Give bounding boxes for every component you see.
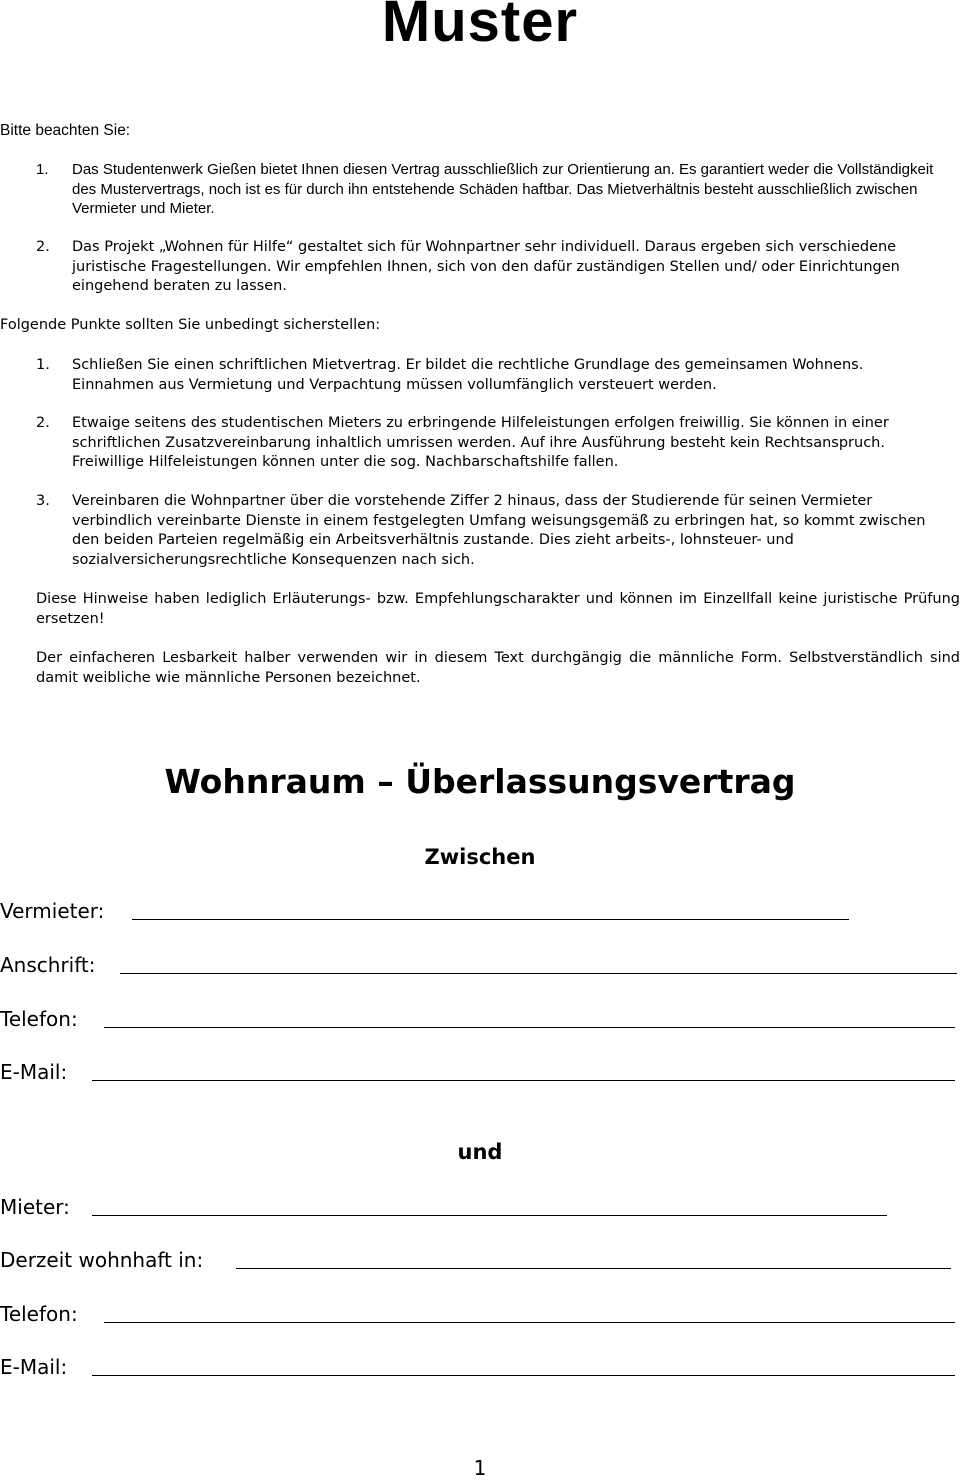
tenant-residence-line[interactable] <box>236 1268 951 1269</box>
between-label: Zwischen <box>424 845 536 869</box>
point-number: 3. <box>36 493 50 509</box>
landlord-email-label: E-Mail: <box>0 1060 68 1084</box>
tenant-email-label: E-Mail: <box>0 1355 68 1379</box>
point-text: Schließen Sie einen schriftlichen Mietvertrag. Er bildet die rechtliche Grundlage des gemeinsamen Wohnens. Einnahmen aus Vermietung und Verpachtung müssen vollumfänglich versteuert werden. <box>72 357 864 393</box>
landlord-address-line[interactable] <box>120 973 957 974</box>
tenant-phone-label: Telefon: <box>0 1302 78 1326</box>
landlord-address-label: Anschrift: <box>0 953 96 977</box>
point-item-2 <box>36 414 936 473</box>
points-heading: Folgende Punkte sollten Sie unbedingt sicherstellen: <box>0 317 381 333</box>
tenant-label: Mieter: <box>0 1195 70 1219</box>
landlord-line[interactable] <box>132 919 849 920</box>
tenant-line[interactable] <box>92 1215 887 1216</box>
watermark-text: Muster <box>381 0 579 54</box>
and-label: und <box>457 1140 503 1164</box>
point-number: 1. <box>36 357 50 373</box>
point-item-3 <box>36 492 936 570</box>
note-text: Das Studentenwerk Gießen bietet Ihnen diesen Vertrag ausschließlich zur Orientierung an. Es garantiert weder die Vollständigkeit des Mustervertrags, noch ist es für durch ihn entstehende Schäden haftbar. Das Mietverhältnis besteht ausschließlich zwischen Vermieter und Mieter. <box>72 161 934 217</box>
point-text: Etwaige seitens des studentischen Mieters zu erbringende Hilfeleistungen erfolgen freiwillig. Sie können in einer schriftlichen Zusatzvereinbarung inhaltlich umrissen werden. Auf ihre Ausführung besteht kein Rechtsanspruch. Freiwillige Hilfeleistungen können unter die sog. Nachbarschaftshilfe fallen. <box>72 415 889 470</box>
contract-title: Wohnraum – Überlassungsvertrag <box>164 762 796 801</box>
point-number: 2. <box>36 415 50 431</box>
note-item-1 <box>36 160 936 219</box>
note-item-2 <box>36 238 936 297</box>
note-number: 1. <box>36 161 49 178</box>
landlord-phone-line[interactable] <box>104 1027 955 1028</box>
note-text: Das Projekt „Wohnen für Hilfe“ gestaltet sich für Wohnpartner sehr individuell. Daraus ergeben sich verschiedene juristische Fragestellungen. Wir empfehlen Ihnen, sich von den dafür zuständigen Stellen und/ oder Einrichtungen eingehend beraten zu lassen. <box>72 239 900 294</box>
landlord-email-line[interactable] <box>92 1080 955 1081</box>
landlord-phone-label: Telefon: <box>0 1007 78 1031</box>
landlord-label: Vermieter: <box>0 899 105 923</box>
intro-heading: Bitte beachten Sie: <box>0 122 131 139</box>
note-number: 2. <box>36 239 50 255</box>
disclaimer-paragraph-2: Der einfacheren Lesbarkeit halber verwenden wir in diesem Text durchgängig die männliche Form. Selbstverständlich sind damit weibliche wie männliche Personen bezeichnet. <box>36 650 960 686</box>
page-number: 1 <box>473 1456 487 1480</box>
disclaimer-paragraph-1: Diese Hinweise haben lediglich Erläuterungs- bzw. Empfehlungscharakter und können im Einzellfall keine juristische Prüfung ersetzen! <box>36 591 960 627</box>
tenant-phone-line[interactable] <box>104 1322 955 1323</box>
point-item-1 <box>36 356 936 395</box>
tenant-email-line[interactable] <box>92 1375 955 1376</box>
point-text: Vereinbaren die Wohnpartner über die vorstehende Ziffer 2 hinaus, dass der Studierende für seinen Vermieter verbindlich vereinbarte Dienste in einem festgelegten Umfang weisungsgemäß zu erbringen hat, so kommt zwischen den beiden Parteien regelmäßig ein Arbeitsverhältnis zustande. Dies zieht arbeits-, lohnsteuer- und sozialversicherungsrechtliche Konsequenzen nach sich. <box>72 493 926 568</box>
tenant-residence-label: Derzeit wohnhaft in: <box>0 1248 204 1272</box>
